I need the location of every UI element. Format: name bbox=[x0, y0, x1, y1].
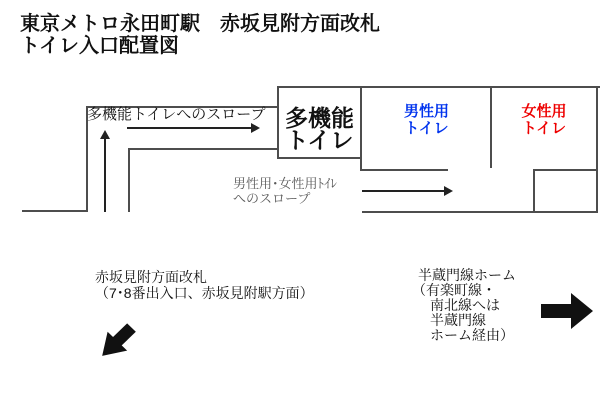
page-title bbox=[20, 13, 380, 57]
wall-inner-top bbox=[128, 148, 277, 150]
hanzomon-direction-label: 半蔵門線ホーム （有楽町線・ 南北線へは 半蔵門線 ホーム経由） bbox=[412, 267, 516, 343]
wall-notch-left bbox=[533, 169, 535, 213]
womens-toilet-label: 女性用 トイレ bbox=[521, 103, 567, 137]
page-title-line2: トイレ入口配置図 bbox=[20, 35, 179, 57]
gate-direction-label: 赤坂見附方面改札 （7･8番出入口、赤坂見附駅方面） bbox=[95, 269, 314, 301]
mens-toilet-label: 男性用 トイレ bbox=[403, 103, 449, 137]
wall-notch-top bbox=[533, 169, 598, 171]
platform-arrow-icon bbox=[541, 291, 593, 331]
wall-multifunction-bottom bbox=[277, 157, 362, 159]
wall-corridor-bottom-left bbox=[22, 210, 86, 212]
wall-mens-bottom bbox=[360, 169, 448, 171]
slope-mens-womens-label: 男性用･女性用ﾄｲﾚ へのスロープ bbox=[233, 176, 338, 206]
wall-bottom bbox=[362, 211, 598, 213]
page-title-line1: 東京メトロ永田町駅 赤坂見附方面改札 bbox=[20, 13, 380, 35]
multifunction-toilet-label: 多機能 トイレ bbox=[285, 105, 354, 153]
slope-multifunction-label: 多機能トイレへのスロープ bbox=[87, 106, 266, 123]
wall-inner-left bbox=[128, 148, 130, 212]
wall-top bbox=[277, 86, 600, 88]
gate-arrow-icon bbox=[100, 316, 138, 358]
